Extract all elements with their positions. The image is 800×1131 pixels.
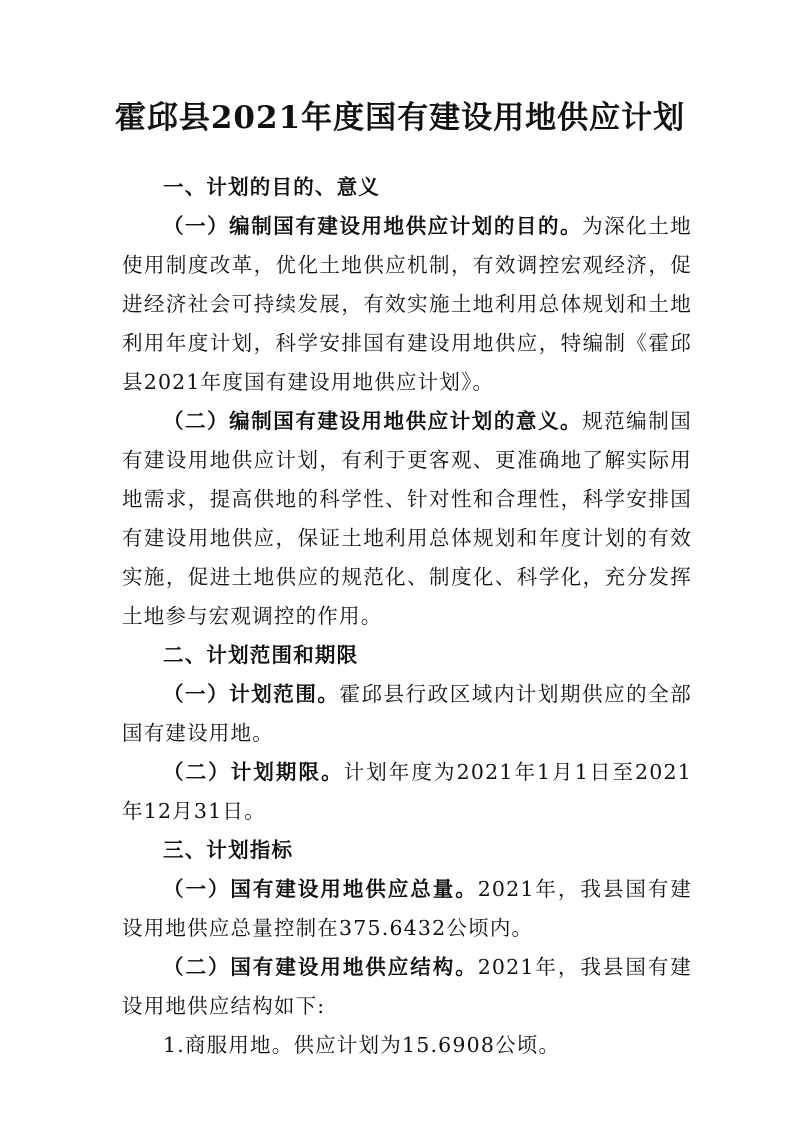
paragraph-lead: （一）国有建设用地供应总量。 — [163, 877, 478, 901]
list-item-commercial-land: 1.商服用地。供应计划为15.6908公顷。 — [163, 1033, 561, 1057]
paragraph-text: 为深化土地使用制度改革，优化土地供应机制，有效调控宏观经济，促进经济社会可持续发展，有效实施土地利用总体规划和土地利用年度计划，科学安排国有建设用地供应，特编制《霍邱县2021年度国有建设用地供应计划》。 — [122, 214, 692, 394]
paragraph-lead: （一）编制国有建设用地供应计划的目的。 — [163, 214, 583, 238]
document-title: 霍邱县2021年度国有建设用地供应计划 — [114, 100, 686, 136]
document-body — [122, 168, 692, 1065]
section-heading-1: 一、计划的目的、意义 — [163, 175, 380, 199]
paragraph-lead: （一）计划范围。 — [163, 682, 340, 706]
paragraph-text: 霍邱县行政区域内计划期供应的全部国有建设用地。 — [122, 682, 692, 745]
paragraph-text: 2021年，我县国有建设用地供应总量控制在375.6432公顷内。 — [122, 877, 692, 940]
paragraph-significance — [122, 402, 692, 636]
paragraph-total-supply — [122, 870, 692, 948]
paragraph-text: 规范编制国有建设用地供应计划，有利于更客观、更准确地了解实际用地需求，提高供地的科学性、针对性和合理性，科学安排国有建设用地供应，保证土地利用总体规划和年度计划的有效实施，促进土地供应的规范化、制度化、科学化，充分发挥土地参与宏观调控的作用。 — [122, 409, 692, 628]
paragraph-purpose — [122, 207, 692, 402]
paragraph-scope — [122, 675, 692, 753]
paragraph-period — [122, 753, 692, 831]
paragraph-lead: （二）国有建设用地供应结构。 — [163, 955, 478, 979]
paragraph-text: 2021年，我县国有建设用地供应结构如下: — [122, 955, 692, 1018]
paragraph-supply-structure — [122, 948, 692, 1026]
paragraph-lead: （二）计划期限。 — [163, 760, 344, 784]
paragraph-text: 计划年度为2021年1月1日至2021年12月31日。 — [122, 760, 692, 823]
section-heading-2: 二、计划范围和期限 — [163, 643, 359, 667]
section-heading-3: 三、计划指标 — [163, 838, 294, 862]
paragraph-lead: （二）编制国有建设用地供应计划的意义。 — [163, 409, 583, 433]
